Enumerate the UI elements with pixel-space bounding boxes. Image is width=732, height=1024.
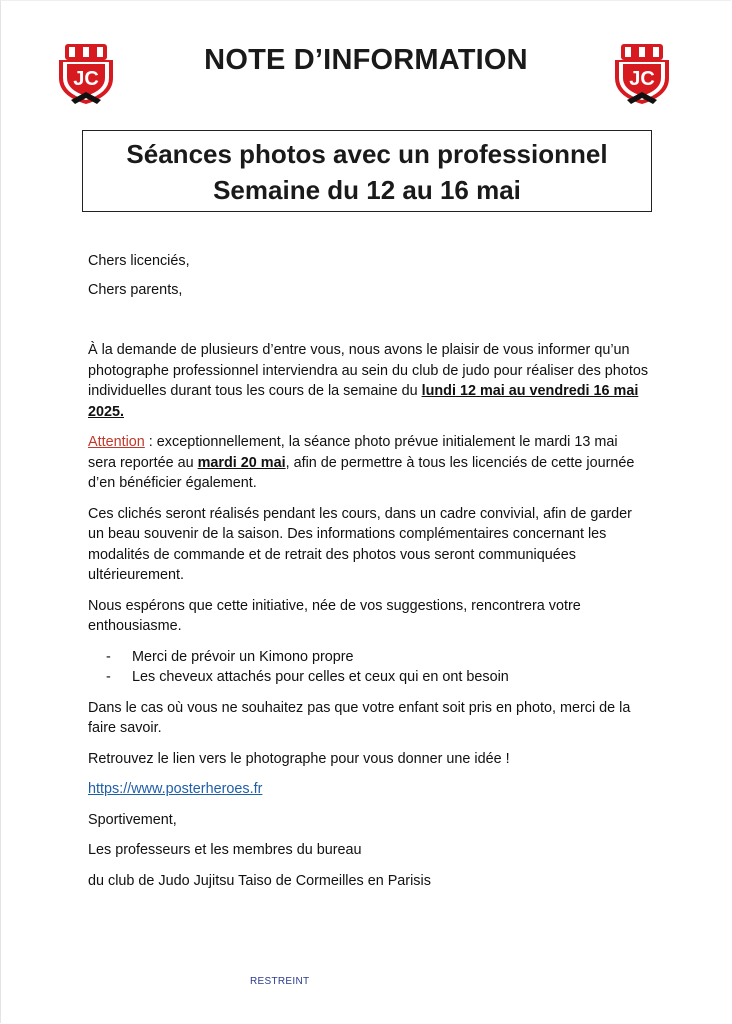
signature-line-1: Les professeurs et les membres du bureau	[88, 842, 362, 858]
page-title: NOTE D’INFORMATION	[204, 44, 528, 76]
club-logo-right	[607, 38, 677, 108]
attention-text-a: : exceptionnellement, la séance photo prévue initialement le mardi 13 mai sera reportée au	[88, 434, 618, 471]
paragraph-consent: Dans le cas où vous ne souhaitez pas que votre enfant soit pris en photo, merci de la faire savoir.	[88, 699, 631, 736]
instructions-list	[88, 647, 648, 688]
greeting-parents: Chers parents,	[88, 281, 183, 298]
subject-dates: Semaine du 12 au 16 mai	[213, 175, 521, 205]
closing: Sportivement,	[88, 811, 177, 828]
paragraph-link-intro: Retrouvez le lien vers le photographe pour vous donner une idée !	[88, 750, 510, 767]
attention-label: Attention	[88, 434, 145, 450]
list-item: - Les cheveux attachés pour celles et ceux qui en ont besoin	[88, 667, 648, 688]
paragraph-announcement	[88, 340, 648, 422]
announcement-dates: lundi 12 mai au vendredi 16 mai 2025.	[88, 383, 639, 420]
svg-text:JC: JC	[629, 68, 655, 90]
subject-box	[82, 130, 652, 212]
list-item: - Merci de prévoir un Kimono propre	[88, 647, 648, 668]
announcement-text: À la demande de plusieurs d’entre vous, nous avons le plaisir de vous informer qu’un photographe professionnel interviendra au sein du club de judo pour réaliser des photos individuelles durant tous les cours de la semaine du	[88, 342, 649, 399]
signature-line-2: du club de Judo Jujitsu Taiso de Cormeilles en Parisis	[88, 872, 431, 889]
greeting-members: Chers licenciés,	[88, 253, 190, 269]
svg-text:JC: JC	[73, 68, 99, 90]
attention-new-date: mardi 20 mai	[197, 454, 286, 471]
paragraph-details: Ces clichés seront réalisés pendant les cours, dans un cadre convivial, afin de garder un beau souvenir de la saison. Des informations complémentaires concernant les modalités de commande et de retrait des photos vous seront communiquées ultérieurement.	[88, 505, 632, 583]
subject-title: Séances photos avec un professionnel	[126, 139, 608, 169]
attention-text-b: , afin de permettre à tous les licenciés de cette journée d’en bénéficier également.	[88, 454, 635, 491]
paragraph-hope: Nous espérons que cette initiative, née de vos suggestions, rencontrera votre enthousiasme.	[88, 597, 581, 634]
classification-label: RESTREINT	[250, 976, 310, 987]
letter-body	[88, 251, 648, 891]
photographer-link[interactable]: https://www.posterheroes.fr	[88, 781, 263, 797]
paragraph-attention	[88, 432, 648, 494]
